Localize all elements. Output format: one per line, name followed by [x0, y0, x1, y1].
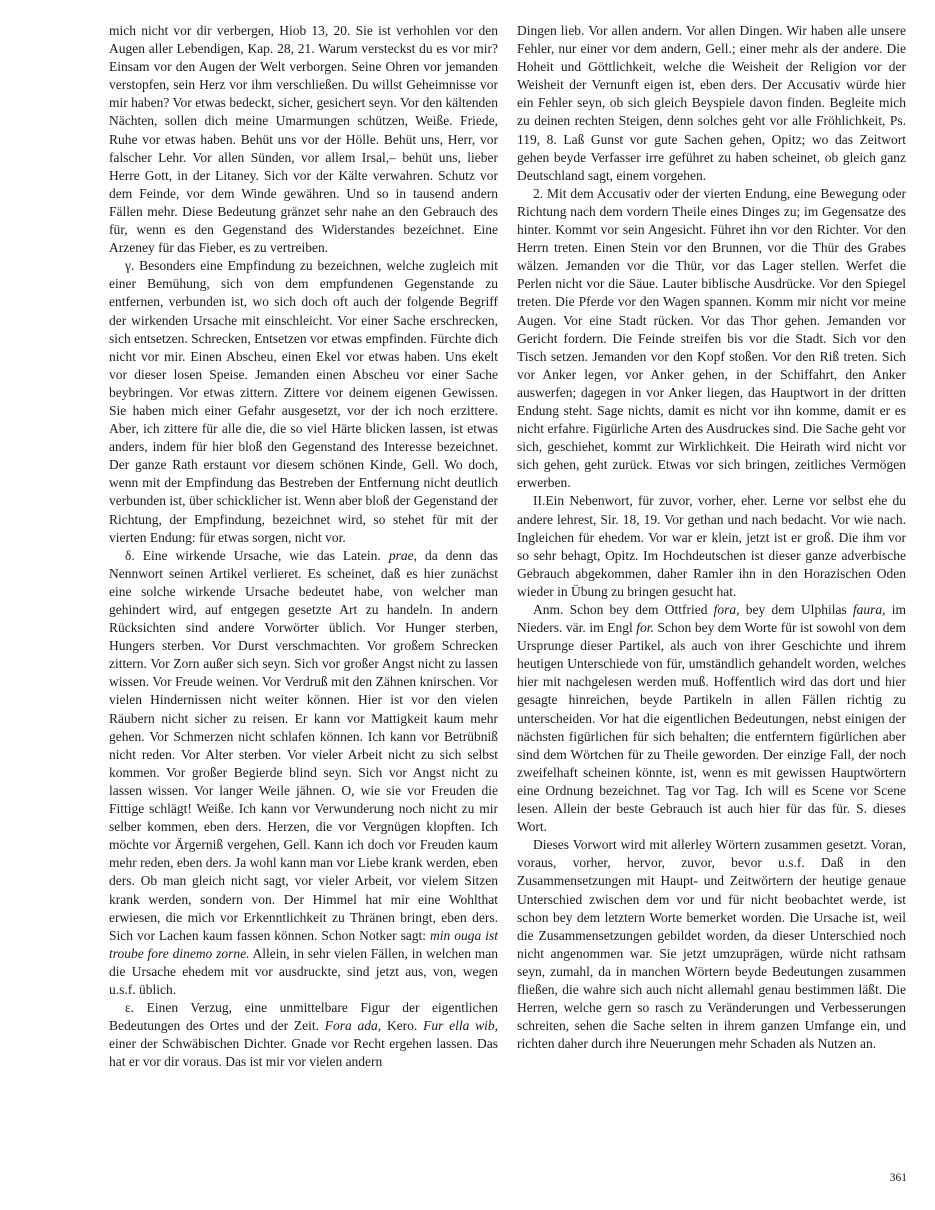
right-paragraph-compounds: Dieses Vorwort wird mit allerley Wörtern zusammen gesetzt. Voran, voraus, vorher, hervor, zuvor, bevor u.s.f. Daß in den Zusammensetzungen mit Haupt- und Zeitwörtern der heutige genaue Unterschied zwischen dem vor und für nicht beobachtet werde, ist schon bey dem letztern Worte bemerket worden. Die Ursache ist, weil die Zusammensetzungen gebildet worden, da dieser Unterschied noch nicht angenommen war. Sie jetzt umzuprägen, würde nicht rathsam seyn, zumahl, da in manchen Wörtern beyde Bedeutungen zusammen fließen, die wahre sich auch nicht allemahl genau bestimmen läßt. Die Herren, welche gern so rasch zu Veränderungen und Verbesserungen schreiten, sehen die Sache selten in ihrem ganzen Umfange ein, und richten daher durch ihre Neuerungen mehr Schaden als Nutzen an. [517, 837, 906, 1052]
left-paragraph-1: mich nicht vor dir verbergen, Hiob 13, 20. Sie ist verhohlen vor den Augen aller Lebendigen, Kap. 28, 21. Warum versteckst du es vor mir? Einsam vor den Augen der Welt verborgen. Seine Ohren vor jemanden verstopfen, sein Herz vor ihm verschließen. Du willst Geheimnisse vor mir haben? Vor etwas bedeckt, sicher, gesichert seyn. Vor den kältenden Nächten, sollen dich meine Umarmungen schützen, Weiße. Friede, Ruhe vor etwas haben. Behüt uns vor der Hölle. Behüt uns, Herr, vor falscher Lehr. Vor allen Sünden, vor allem Irsal,– behüt uns, lieber Herre Gott, in der Litaney. Sich vor der Kälte verwahren. Schutz vor dem Feinde, vor dem Winde gewähren. Und so in tausend andern Fällen mehr. Diese Bedeutung gränzet sehr nahe an den Gebrauch des für, wenn es den Gegenstand des Widerstandes bezeichnet. Eine Arzeney für das Fieber, es zu vertreiben. [109, 23, 498, 256]
left-paragraph-epsilon [109, 999, 498, 1071]
latin-prae: prae, [388, 547, 417, 563]
english-for: for. [636, 620, 654, 636]
delta-text-a: δ. Eine wirkende Ursache, wie das Latein. [125, 547, 381, 563]
anm-text-c: im Nieders. vär. im Engl [517, 602, 907, 636]
delta-text-c: Allein, in sehr vielen Fällen, in welchen man die Ursache ehedem mit vor ausdruckte, sind jetzt aus, von, wegen u.s.f. üblich. [109, 945, 498, 997]
right-paragraph-1: Dingen lieb. Vor allen andern. Vor allen Dingen. Wir haben alle unsere Fehler, nur einer vor dem andern, Gell.; einer mehr als der andere. Die Hoheit und Göttlichkeit, welche die Weisheit der Religion vor der Weisheit der Vernunft eigen ist, eben ders. Der Accusativ würde hier ein Fehler seyn, ob sich gleich Beyspiele davon finden. Begleite mich zu deinen rechten Steigen, denn solches geht vor alle Fröhlichkeit, Ps. 119, 8. Laß Gunst vor gute Sachen gehen, Opitz; wo das Zeitwort gehen beyde Verfasser irre geführet zu haben scheinet, ob gleich ganz Deutschland sagt, einem vorgehen. [517, 23, 906, 183]
epsilon-text-a: ε. Einen Verzug, eine unmittelbare Figur der eigentlichen Bedeutungen des Ortes und der Zeit. [109, 1000, 498, 1034]
epsilon-text-c: einer der Schwäbischen Dichter. Gnade vor Recht ergehen lassen. Das hat er vor dir voraus. Das ist mir vor vielen andern [109, 1036, 498, 1070]
left-column [109, 22, 498, 1071]
anm-text-a: Anm. Schon bey dem Ottfried [533, 602, 708, 617]
page-number: 361 [889, 1172, 907, 1184]
ottfried-fora: fora, [713, 602, 740, 617]
right-paragraph-nebenwort: II.Ein Nebenwort, für zuvor, vorher, eher. Lerne vor selbst ehe du andere lehrest, Sir. 18, 19. Vor gethan und nach bedacht. Vor wie nach. Ingleichen für ehedem. Vor war er klein, jetzt ist er groß. Die ihm vor so sehr behagt, Opitz. Im Hochdeutschen ist dieser ganze adverbische Gebrauch abgekommen, daher Ramler ihn in den Horazischen Oden wieder in Übung zu bringen gesucht hat. [517, 493, 906, 599]
epsilon-text-b: Kero. [386, 1018, 418, 1034]
right-paragraph-accusativ: 2. Mit dem Accusativ oder der vierten Endung, eine Bewegung oder Richtung nach dem vordern Theile eines Dinges zu; im Gegensatze des hinter. Kommt vor sein Angesicht. Führet ihn vor den Richter. Vor den Herrn treten. Einen Stein vor den Brunnen, vor die Thür des Grabes wälzen. Jemanden vor die Thür, vor das Lager stellen. Werfet die Perlen nicht vor die Säue. Lauter biblische Ausdrücke. Vor den Spiegel treten. Die Pferde vor den Wagen spannen. Komm mir nicht vor meine Augen. Vor eine Stadt rücken. Vor das Thor gehen. Jemanden vor Gericht fordern. Die Feinde streifen bis vor die Stadt. Sich vor den Tisch setzen. Jemanden vor den Kopf stoßen. Vor den Riß treten. Sich vor Anker legen, vor Anker gehen, in der Schiffahrt, den Anker auswerfen; dagegen in vor Anker liegen, das Hauptwort in der dritten Endung steht. Sage nichts, damit es nicht vor ihn komme, damit er es nicht erfahre. Figürliche Arten des Ausdruckes sind. Die Sache geht vor sich, geschiehet, kommt zur Wirklichkeit. Die Heirath wird nicht vor sich gehen, geht zurück. Etwas vor sich bringen, zeitliches Vermögen erwerben. [517, 185, 906, 491]
left-paragraph-delta [109, 547, 498, 999]
ulphilas-faura: faura, [852, 602, 886, 617]
right-column [517, 22, 906, 1053]
delta-text-b: da denn das Nennwort seinen Artikel verlieret. Es scheinet, daß es hier zunächst eine solche wirkende Ursache bedeutet habe, von welcher man gehindert wird, auf entgegen gesetzte Art zu handeln. In andern Rücksichten sind andere Vorwörter üblich. Vor Hunger sterben, Hungers sterben. Vor Durst verschmachten. Vor großem Schrecken zittern. Vor Zorn außer sich seyn. Sich vor großer Angst nicht zu lassen wissen. Vor Freude weinen. Vor Verdruß mit den Zähnen knirschen. Vor vielen Hindernissen nicht weiter können. Hier ist vor den vielen Räubern nicht sicher zu reisen. Er kann vor Mattigkeit kaum mehr gehen. Vor Schmerzen nicht schlafen können. Ich kann vor Betrübniß nicht reden. Vor Alter sterben. Vor vieler Arbeit nicht zu sich selbst kommen. Vor großer Begierde blind seyn. Sich vor Angst nicht zu lassen wissen. Vor langer Weile jähnen. O, wie sie vor Freuden die Fittige schlägt! Weiße. Ich kann vor Verwunderung noch nicht zu mir selber kommen, eben ders. Herzen, die vor Vergnügen klopften. Ich möchte vor Ärgerniß vergehen, Gell. Kann ich doch vor Freuden kaum mehr reden, eben ders. Ja wohl kann man vor Liebe krank werden, eben ders. Ob man gleich nicht sagt, vor vieler Arbeit, vor vielem Sitzen krank werden, sondern von. Der Himmel hat mir eine Wohlthat erwiesen, die mich vor Erkenntlichkeit zu Thränen bringt, eben ders. Sich vor Lachen kaum fassen können. Schon Notker sagt: [109, 547, 499, 943]
anm-text-d: Schon bey dem Worte für ist sowohl von dem Ursprunge dieser Partikel, als auch von ihrer Geschichte und ihrem heutigen Unterschiede von für, umständlich gehandelt worden, welches hier mit nachgelesen werden muß. Hoffentlich wird das dort und hier gesagte hinreichen, beyde Partikeln in allen Fällen richtig zu unterscheiden. Vor hat die eigentlichen Bedeutungen, nebst einigen der nächsten figürlichen für sich behalten; die entferntern figürlichen aber sind dem Wörtchen für zu Theile geworden. Der einzige Fall, der noch zweifelhaft scheinen könnte, ist, wenn es mit gewissen Hauptwörtern eine Ordnung bezeichnet. Tag vor Tag. Ich will es Scene vor Scene lesen. Allein der beste Gebrauch ist auch hier für das für. S. dieses Wort. [517, 620, 906, 835]
fora-ada-quote: Fora ada, [324, 1018, 382, 1034]
right-paragraph-anm [517, 601, 906, 836]
notker-quote: min ouga ist troube fore dinemo zorne. [109, 927, 498, 961]
left-paragraph-gamma: γ. Besonders eine Empfindung zu bezeichnen, welche zugleich mit einer Bemühung, sich von dem empfundenen Gegenstande zu entfernen, verbunden ist, wo sich doch oft auch der folgende Begriff der wirkenden Ursache mit einschleicht. Vor einer Sache erschrecken, sich entsetzen. Schrecken, Entsetzen vor etwas empfinden. Fürchte dich nicht vor mir. Einen Abscheu, einen Ekel vor etwas haben. Uns ekelt vor dieser losen Speise. Jemanden einen Abscheu vor einer Sache beybringen. Vor etwas zittern. Zittere vor deinem eigenen Gewissen. Sie haben mich einer Gefahr ausgesetzt, vor der ich noch erzittere. Aber, ich zittere für alle die, die so viel Härte blicken lassen, ist etwas anders, indem für hier bloß den Gegenstand des Interesse bezeichnet. Der ganze Rath erstaunt vor diesem schönen Kinde, Gell. Wo doch, wenn mit der Empfindung das Bestreben der Entfernung nicht deutlich verbunden ist, über schicklicher ist. Wenn aber bloß der Gegenstand der Richtung, der Empfindung, bezeichnet wird, so stehet für mit der vierten Endung: für etwas sorgen, nicht vor. [109, 258, 498, 545]
anm-text-b: bey dem Ulphilas [745, 602, 847, 617]
fur-ella-wib-quote: Fur ella wib, [423, 1018, 499, 1034]
